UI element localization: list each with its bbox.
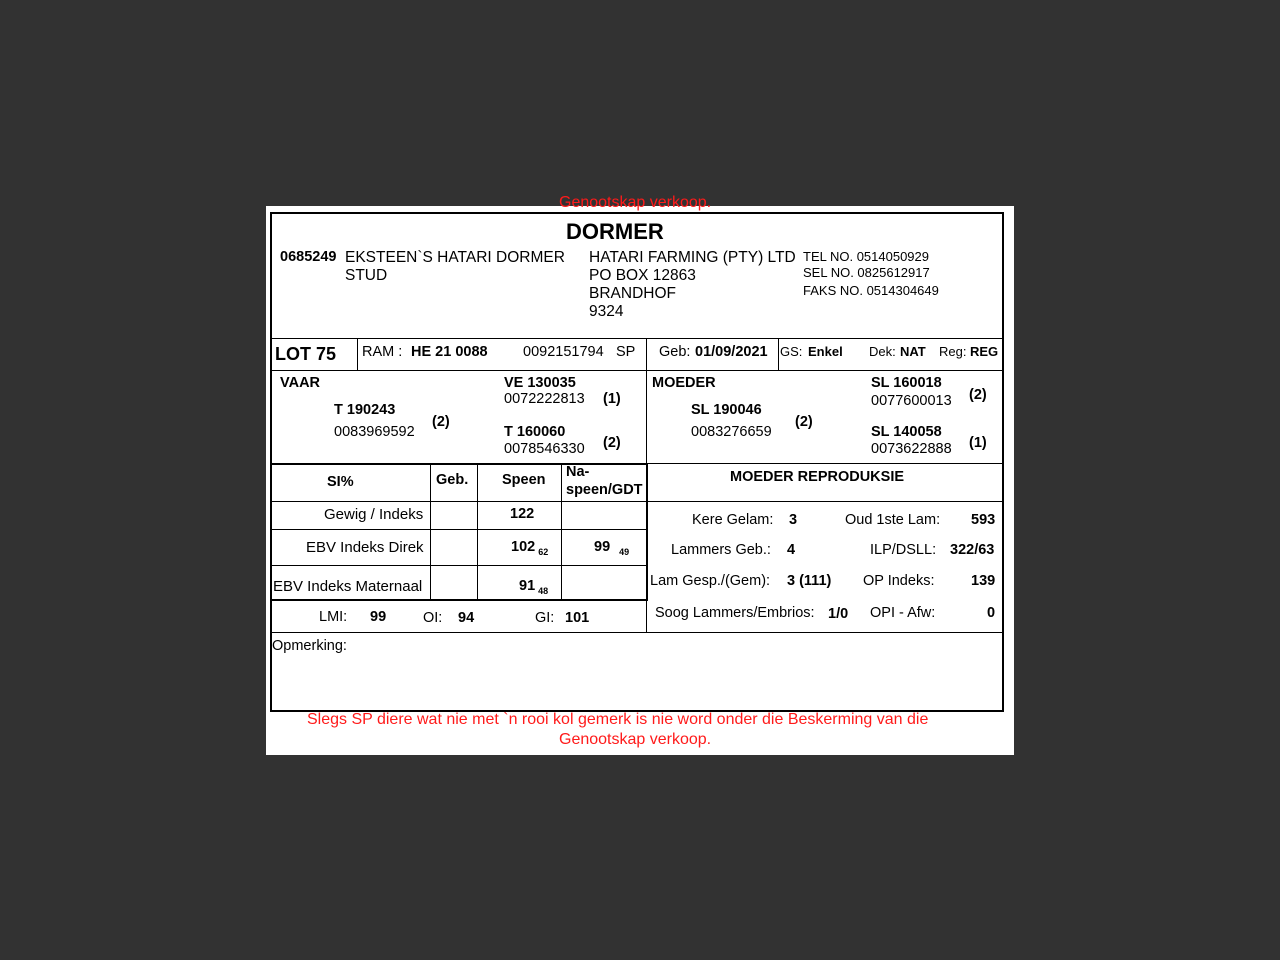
address-line: HATARI FARMING (PTY) LTD — [589, 249, 796, 266]
dam-sire-count: (2) — [969, 387, 987, 403]
sel-number: SEL NO. 0825612917 — [803, 265, 930, 280]
lammers-geb-value: 4 — [787, 542, 796, 558]
address-line: 9324 — [589, 303, 624, 320]
speen-header: Speen — [502, 472, 546, 488]
reg-value: REG — [970, 344, 999, 359]
oi-label: OI: — [423, 610, 443, 626]
si-speen-value: 122 — [510, 506, 535, 522]
dam-sire-id: SL 160018 — [871, 375, 942, 391]
vaar-label: VAAR — [280, 375, 321, 391]
address-line: PO BOX 12863 — [589, 267, 696, 284]
ilp-dsll-label: ILP/DSLL: — [870, 542, 937, 558]
sire-count: (2) — [432, 414, 450, 430]
stud-name-line1: EKSTEEN`S HATARI DORMER — [345, 249, 565, 266]
oud-1ste-lam-value: 593 — [971, 512, 996, 528]
lot-card — [266, 194, 1014, 755]
si-speen-accuracy: 48 — [538, 586, 549, 596]
si-row-label: Gewig / Indeks — [324, 506, 424, 523]
stud-name-line2: STUD — [345, 267, 388, 284]
soog-lammers-label: Soog Lammers/Embrios: — [655, 605, 815, 621]
opi-afw-label: OPI - Afw: — [870, 605, 936, 621]
dam-dam-id: SL 140058 — [871, 424, 942, 440]
sire-number: 0083969592 — [334, 424, 415, 440]
si-naspeen-number: 99 — [594, 539, 611, 555]
member-number: 0685249 — [280, 249, 337, 265]
dam-count: (2) — [795, 414, 813, 430]
oud-1ste-lam-label: Oud 1ste Lam: — [845, 512, 941, 528]
oi-value: 94 — [458, 610, 475, 626]
birth-date-label: Geb: — [659, 344, 691, 360]
si-naspeen-value — [594, 539, 629, 561]
si-naspeen-accuracy: 49 — [619, 547, 630, 557]
reg-label: Reg: — [939, 344, 967, 359]
si-speen-number: 102 — [511, 539, 536, 555]
si-row-label: EBV Indeks Direk — [306, 539, 424, 556]
ilp-dsll-value: 322/63 — [950, 542, 995, 558]
top-clipped-footer: Genootskap verkoop. — [559, 194, 712, 211]
soog-lammers-value: 1/0 — [828, 606, 849, 622]
lammers-geb-label: Lammers Geb.: — [671, 542, 771, 558]
sp-label: SP — [616, 344, 636, 360]
geb-header: Geb. — [436, 472, 469, 488]
kere-gelam-value: 3 — [789, 512, 798, 528]
address-line: BRANDHOF — [589, 285, 676, 302]
kere-gelam-label: Kere Gelam: — [692, 512, 774, 528]
faks-number: FAKS NO. 0514304649 — [803, 283, 939, 298]
dam-dam-number: 0073622888 — [871, 441, 952, 457]
sire-sire-count: (1) — [603, 391, 621, 407]
lmi-label: LMI: — [319, 609, 348, 625]
ram-id: HE 21 0088 — [411, 344, 488, 360]
dek-label: Dek: — [869, 344, 896, 359]
si-row-label: EBV Indeks Maternaal — [273, 578, 423, 595]
si-speen-number: 91 — [519, 578, 536, 594]
lmi-value: 99 — [370, 609, 387, 625]
gi-label: GI: — [535, 610, 555, 626]
dam-id: SL 190046 — [691, 402, 762, 418]
sire-dam-count: (2) — [603, 435, 621, 451]
sire-dam-number: 0078546330 — [504, 441, 585, 457]
lot-number: LOT 75 — [275, 344, 337, 364]
tel-number: TEL NO. 0514050929 — [803, 249, 929, 264]
si-header: SI% — [327, 474, 354, 490]
remarks-label: Opmerking: — [272, 638, 347, 654]
gs-label: GS: — [780, 344, 803, 359]
naspeen-header-line2: speen/GDT — [566, 482, 643, 498]
sire-sire-id: VE 130035 — [504, 375, 576, 391]
si-speen-value — [519, 578, 548, 600]
moeder-label: MOEDER — [652, 375, 716, 391]
birth-date: 01/09/2021 — [695, 344, 768, 360]
lam-gesp-label: Lam Gesp./(Gem): — [650, 573, 771, 589]
gs-value: Enkel — [808, 344, 843, 359]
dam-sire-number: 0077600013 — [871, 393, 952, 409]
ram-label: RAM : — [362, 344, 403, 360]
naspeen-header-line1: Na- — [566, 464, 590, 480]
dam-dam-count: (1) — [969, 435, 987, 451]
reproduction-title: MOEDER REPRODUKSIE — [730, 469, 905, 485]
sire-dam-id: T 160060 — [504, 424, 566, 440]
registration-number: 0092151794 — [523, 344, 604, 360]
footer-warning-line1: Slegs SP diere wat nie met `n rooi kol gemerk is nie word onder die Beskerming van die — [307, 711, 929, 728]
op-indeks-value: 139 — [971, 573, 996, 589]
dam-number: 0083276659 — [691, 424, 772, 440]
opi-afw-value: 0 — [987, 605, 996, 621]
sire-id: T 190243 — [334, 402, 396, 418]
dek-value: NAT — [900, 344, 926, 359]
si-speen-value — [511, 539, 548, 561]
footer-warning-line2: Genootskap verkoop. — [559, 731, 712, 748]
lam-gesp-value: 3 (111) — [787, 573, 832, 589]
op-indeks-label: OP Indeks: — [863, 573, 935, 589]
gi-value: 101 — [565, 610, 590, 626]
sire-sire-number: 0072222813 — [504, 391, 585, 407]
breed-title: DORMER — [566, 219, 664, 244]
si-speen-accuracy: 62 — [538, 547, 549, 557]
